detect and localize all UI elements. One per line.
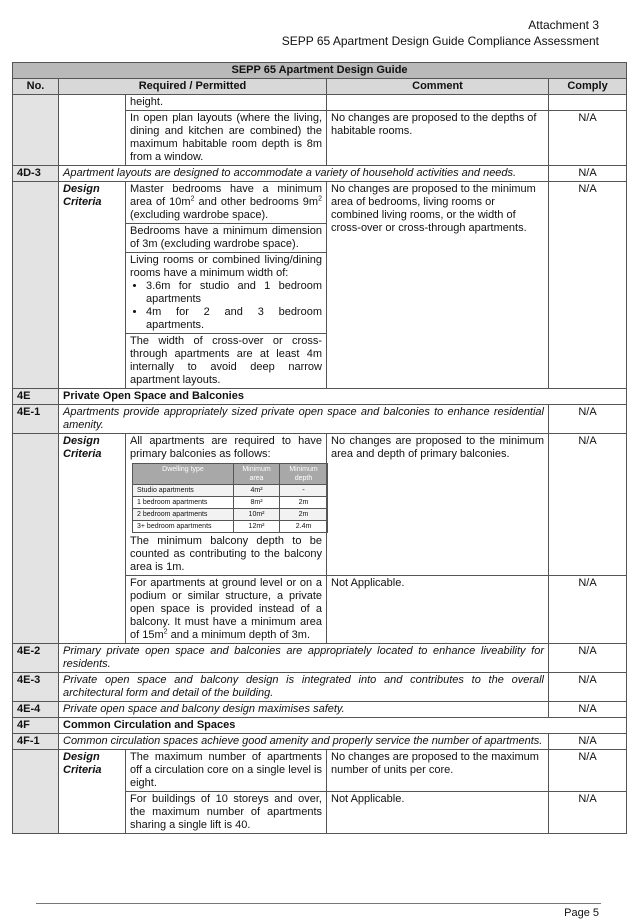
col-header-required: Required / Permitted [59, 79, 327, 95]
objective-text: Private open space and balcony design is integrated into and contributes to the overall architectural form and detail of the building. [59, 673, 549, 702]
requirement-cross-through: The width of cross-over or cross-through apartments are at least 4m internally to avoid deep narrow apartment layouts. [126, 334, 327, 389]
comment-cell: No changes are proposed to the minimum area of bedrooms, living rooms or combined living rooms, or the width of cross-over or cross-through apartments. [327, 182, 549, 389]
table-title: SEPP 65 Apartment Design Guide [13, 63, 627, 79]
col-header-comment: Comment [327, 79, 549, 95]
footer-divider [36, 903, 601, 904]
row-number: 4D-3 [13, 166, 59, 182]
requirement-lift-sharing: For buildings of 10 storeys and over, the maximum number of apartments sharing a single lift is 40. [126, 792, 327, 834]
dwelling-type: 1 bedroom apartments [133, 497, 234, 509]
objective-text: Apartments provide appropriately sized private open space and balconies to enhance residential amenity. [59, 405, 549, 434]
table-row [133, 521, 328, 533]
section-title: Private Open Space and Balconies [59, 389, 627, 405]
requirement-intro: All apartments are required to have primary balconies as follows: [130, 435, 322, 460]
balcony-size-table [132, 463, 328, 533]
row-number: 4E-1 [13, 405, 59, 434]
requirement-text: height. [126, 95, 327, 111]
row-number: 4E-4 [13, 702, 59, 718]
balcony-header-area: Minimum area [234, 464, 280, 485]
row-number-empty [13, 95, 59, 166]
comply-cell: N/A [549, 750, 627, 792]
requirement-text: In open plan layouts (where the living, dining and kitchen are combined) the maximum habitable room depth is 8m from a window. [126, 111, 327, 166]
comment-cell: No changes are proposed to the depths of habitable rooms. [327, 111, 549, 166]
table-row [133, 509, 328, 521]
objective-text: Common circulation spaces achieve good amenity and properly service the number of apartments. [59, 734, 549, 750]
row-number: 4E-3 [13, 673, 59, 702]
minimum-area: 4m² [234, 485, 280, 497]
minimum-depth: 2.4m [280, 521, 328, 533]
criteria-label-empty [59, 95, 126, 166]
comment-cell: No changes are proposed to the minimum area and depth of primary balconies. [327, 434, 549, 576]
document-title: SEPP 65 Apartment Design Guide Compliance Assessment [281, 34, 599, 48]
comply-cell: N/A [549, 702, 627, 718]
comply-cell: N/A [549, 576, 627, 644]
comply-cell [549, 95, 627, 111]
balcony-header-type: Dwelling type [133, 464, 234, 485]
dwelling-type: 2 bedroom apartments [133, 509, 234, 521]
requirement-circulation-core: The maximum number of apartments off a circulation core on a single level is eight. [126, 750, 327, 792]
comply-cell: N/A [549, 734, 627, 750]
comply-cell: N/A [549, 166, 627, 182]
section-number: 4F [13, 718, 59, 734]
comment-cell [327, 95, 549, 111]
dwelling-type: 3+ bedroom apartments [133, 521, 234, 533]
comply-cell: N/A [549, 405, 627, 434]
row-number-empty [13, 182, 59, 389]
list-item: • 3.6m for studio and 1 bedroom apartments [146, 280, 322, 306]
requirement-bedroom-dimension: Bedrooms have a minimum dimension of 3m (excluding wardrobe space). [126, 224, 327, 253]
comply-cell: N/A [549, 644, 627, 673]
comment-cell: No changes are proposed to the maximum number of units per core. [327, 750, 549, 792]
comply-cell: N/A [549, 111, 627, 166]
requirement-ground-level: For apartments at ground level or on a podium or similar structure, a private open space is provided instead of a balcony. It must have a minimum area of $15m^2$ and a minimum depth of 3m. [126, 576, 327, 644]
requirement-living-width [126, 253, 327, 334]
minimum-area: 10m² [234, 509, 280, 521]
attachment-label: Attachment 3 [528, 18, 599, 32]
section-title: Common Circulation and Spaces [59, 718, 627, 734]
row-number-empty [13, 750, 59, 834]
minimum-depth: 2m [280, 497, 328, 509]
bullet-list [130, 280, 322, 332]
comply-cell: N/A [549, 792, 627, 834]
requirement-balconies [126, 434, 327, 576]
objective-text: Private open space and balcony design maximises safety. [59, 702, 549, 718]
table-row [133, 485, 328, 497]
objective-text: Apartment layouts are designed to accommodate a variety of household activities and needs. [59, 166, 549, 182]
col-header-comply: Comply [549, 79, 627, 95]
col-header-no: No. [13, 79, 59, 95]
row-number: 4F-1 [13, 734, 59, 750]
table-row [133, 497, 328, 509]
minimum-area: 8m² [234, 497, 280, 509]
minimum-depth: - [280, 485, 328, 497]
comment-cell: Not Applicable. [327, 576, 549, 644]
requirement-bedroom-area: Master bedrooms have a minimum area of $10m^2$ and other bedrooms $9m^2$ (excluding wardrobe space). [126, 182, 327, 224]
design-criteria-label: Design Criteria [59, 750, 126, 834]
minimum-depth: 2m [280, 509, 328, 521]
comply-cell: N/A [549, 434, 627, 576]
dwelling-type: Studio apartments [133, 485, 234, 497]
row-number: 4E-2 [13, 644, 59, 673]
balcony-header-depth: Minimum depth [280, 464, 328, 485]
comment-cell: Not Applicable. [327, 792, 549, 834]
design-criteria-label: Design Criteria [59, 182, 126, 389]
comply-cell: N/A [549, 182, 627, 389]
objective-text: Primary private open space and balconies are appropriately located to enhance liveability for residents. [59, 644, 549, 673]
comply-cell: N/A [549, 673, 627, 702]
minimum-area: 12m² [234, 521, 280, 533]
design-criteria-label: Design Criteria [59, 434, 126, 644]
row-number-empty [13, 434, 59, 644]
list-item: • 4m for 2 and 3 bedroom apartments. [146, 306, 322, 332]
page-number: Page 5 [564, 907, 599, 919]
section-number: 4E [13, 389, 59, 405]
requirement-balcony-depth: The minimum balcony depth to be counted as contributing to the balcony area is 1m. [130, 535, 322, 573]
compliance-table [12, 62, 627, 834]
requirement-intro: Living rooms or combined living/dining rooms have a minimum width of: [130, 254, 322, 279]
